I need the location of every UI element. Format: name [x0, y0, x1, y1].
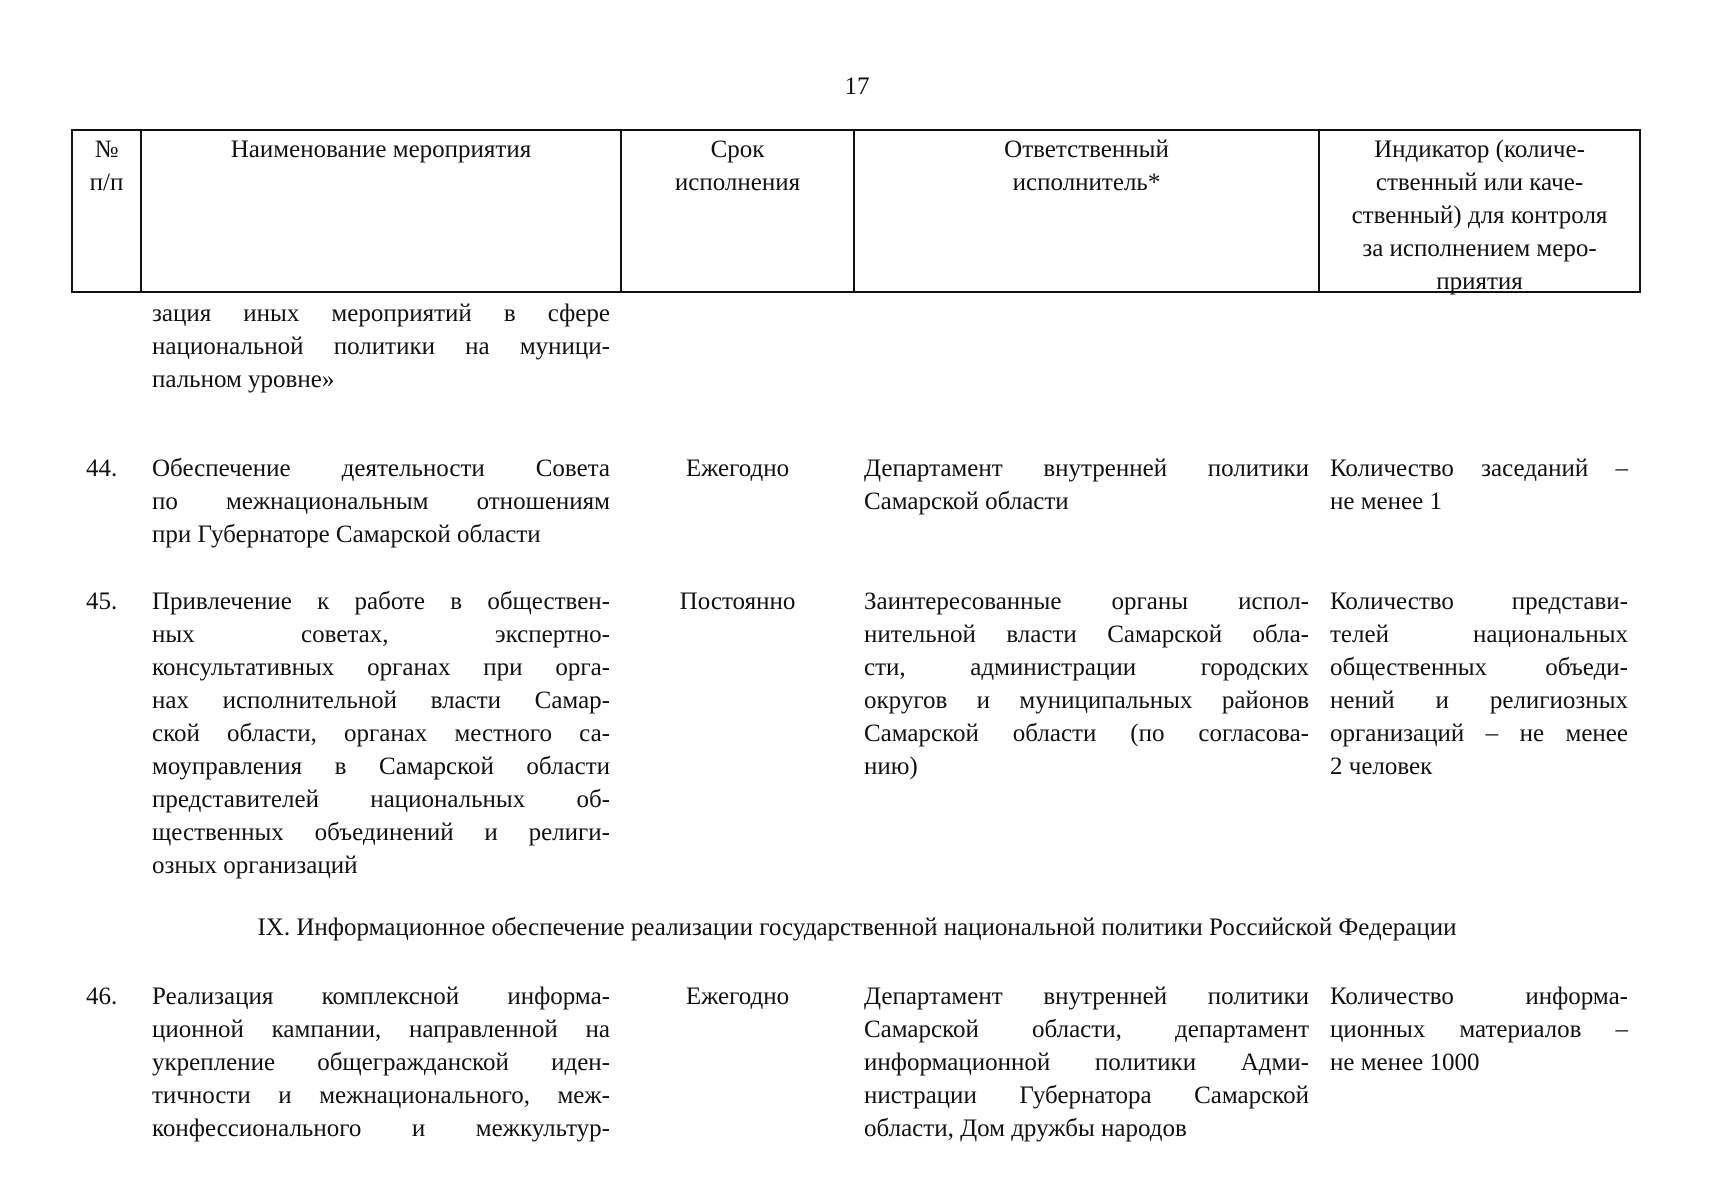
text-line: моуправления в Самарской области — [152, 753, 610, 780]
row-44-indicator — [1330, 452, 1628, 518]
text-line: Привлечение к работе в обществен- — [152, 588, 610, 615]
row-45-indicator — [1330, 585, 1628, 783]
text-line: конфессионального и межкультур- — [152, 1115, 610, 1142]
row-45-responsible — [864, 585, 1309, 783]
text-line: ской области, органах местного са- — [152, 720, 610, 747]
header-col-indicator — [1320, 131, 1639, 295]
text-line: при Губернаторе Самарской области — [152, 521, 541, 548]
row-44-responsible — [864, 452, 1309, 518]
text-line: Самарской области, департамент — [864, 1016, 1309, 1043]
text-line: Количество представи- — [1330, 588, 1628, 615]
text-line: Обеспечение деятельности Совета — [152, 455, 610, 482]
row-44-number: 44. — [86, 455, 118, 482]
text-line: Заинтересованные органы испол- — [864, 588, 1309, 615]
header-col-number — [73, 131, 142, 291]
text-line: информационной политики Адми- — [864, 1049, 1309, 1076]
row-45-number: 45. — [86, 588, 118, 615]
text-line: пальном уровне» — [152, 366, 335, 393]
text-line: представителей национальных об- — [152, 786, 610, 813]
text-line: общественных объеди- — [1330, 654, 1628, 681]
text-line: национальной политики на муници- — [152, 333, 610, 360]
row-44-name — [152, 452, 610, 551]
text-line: Департамент внутренней политики — [864, 455, 1309, 482]
continuation-name — [152, 297, 610, 396]
row-46-indicator — [1330, 980, 1628, 1079]
text-line: сти, администрации городских — [864, 654, 1309, 681]
text-line: нительной власти Самарской обла- — [864, 621, 1309, 648]
text-line: Количество заседаний – — [1330, 455, 1628, 482]
text-line: нений и религиозных — [1330, 687, 1628, 714]
row-45-name — [152, 585, 610, 882]
text-line: Самарской области — [864, 488, 1069, 515]
text-line: зация иных мероприятий в сфере — [152, 300, 610, 327]
text-line: Количество информа- — [1330, 983, 1628, 1010]
header-col-indicator-line: ственный) для контроля — [1351, 202, 1608, 229]
header-col-indicator-line: ственный или каче- — [1375, 169, 1584, 196]
row-46-name — [152, 980, 610, 1145]
text-line: не менее 1000 — [1330, 1049, 1480, 1076]
row-45-term: Постоянно — [679, 588, 796, 615]
text-line: консультативных органах при орга- — [152, 654, 610, 681]
row-44-term: Ежегодно — [685, 455, 790, 482]
row-46-responsible — [864, 980, 1309, 1145]
text-line: ционной кампании, направленной на — [152, 1016, 610, 1043]
header-col-number-line: п/п — [89, 169, 124, 196]
text-line: телей национальных — [1330, 621, 1628, 648]
header-col-responsible-line: Ответственный — [1004, 136, 1169, 163]
section-heading: IX. Информационное обеспечение реализации государственной национальной политики Российской Федерации — [257, 914, 1457, 941]
text-line: ных советах, экспертно- — [152, 621, 610, 648]
header-col-term — [622, 131, 855, 291]
row-46-term: Ежегодно — [685, 983, 790, 1010]
text-line: нию) — [864, 753, 918, 780]
header-col-indicator-line: приятия — [1436, 268, 1523, 295]
text-line: ционных материалов – — [1330, 1016, 1628, 1043]
text-line: округов и муниципальных районов — [864, 687, 1309, 714]
text-line: не менее 1 — [1330, 488, 1442, 515]
row-46-number: 46. — [86, 983, 118, 1010]
text-line: тичности и межнационального, меж- — [152, 1082, 610, 1109]
text-line: по межнациональным отношениям — [152, 488, 610, 515]
header-col-indicator-line: за исполнением меро- — [1362, 235, 1597, 262]
header-col-responsible — [855, 131, 1320, 291]
text-line: Департамент внутренней политики — [864, 983, 1309, 1010]
text-line: щественных объединений и религи- — [152, 819, 610, 846]
text-line: 2 человек — [1330, 753, 1433, 780]
text-line: Самарской области (по согласова- — [864, 720, 1309, 747]
page-number: 17 — [844, 73, 870, 100]
text-line: нах исполнительной власти Самар- — [152, 687, 610, 714]
text-line: укрепление общегражданской иден- — [152, 1049, 610, 1076]
header-col-indicator-line: Индикатор (количе- — [1374, 136, 1585, 163]
header-col-term-line: Срок — [710, 136, 765, 163]
text-line: нистрации Губернатора Самарской — [864, 1082, 1309, 1109]
table-header — [71, 129, 1641, 293]
text-line: области, Дом дружбы народов — [864, 1115, 1187, 1142]
header-col-number-line: № — [94, 136, 119, 163]
header-col-responsible-line: исполнитель* — [1012, 169, 1161, 196]
text-line: организаций – не менее — [1330, 720, 1628, 747]
text-line: озных организаций — [152, 852, 358, 879]
text-line: Реализация комплексной информа- — [152, 983, 610, 1010]
header-col-name: Наименование мероприятия — [142, 131, 622, 291]
header-col-term-line: исполнения — [674, 169, 801, 196]
